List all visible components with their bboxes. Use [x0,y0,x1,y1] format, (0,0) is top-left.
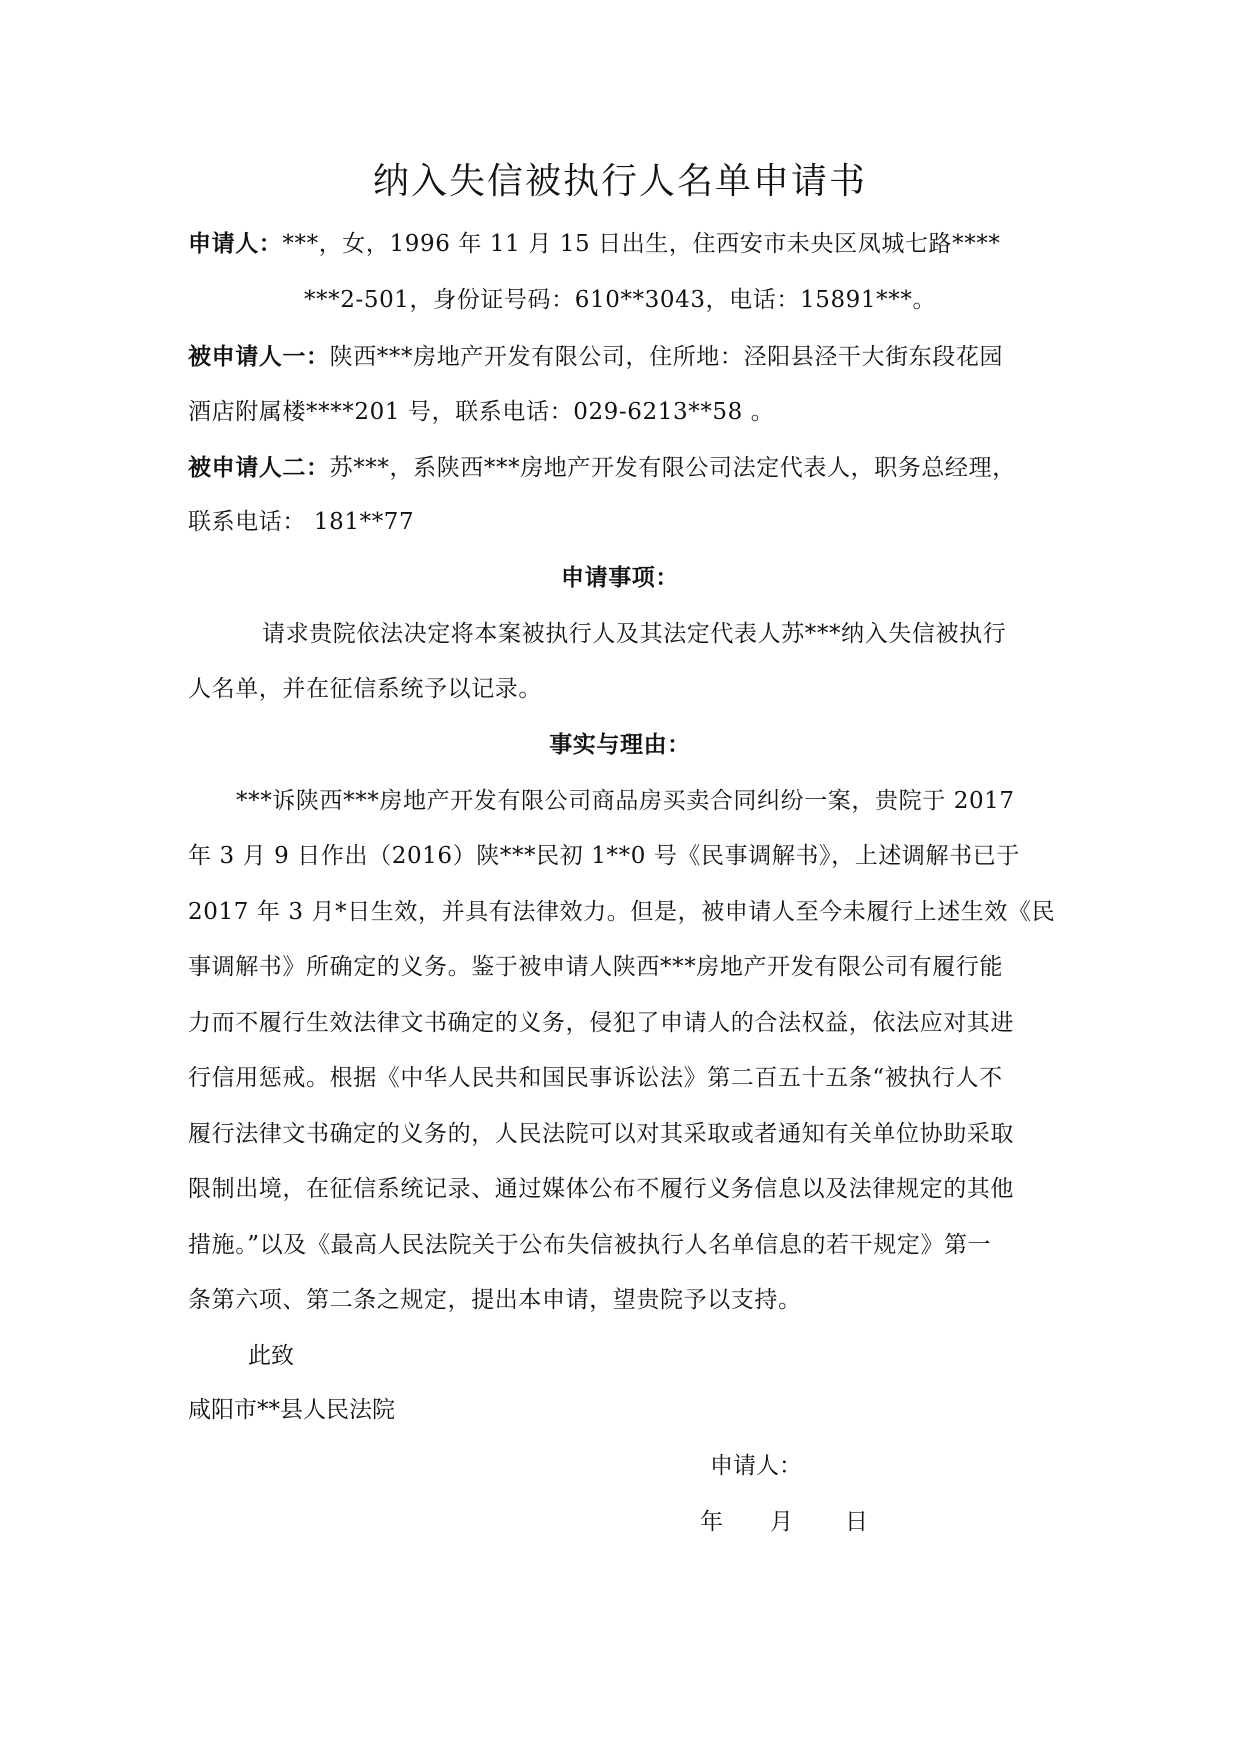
request-line-2: 人名单，并在征信系统予以记录。 [188,676,542,702]
applicant-line-1 [188,224,1058,264]
facts-heading: 事实与理由： [549,731,691,758]
respondent2-label: 被申请人二： [188,454,330,481]
respondent2-line-1 [188,448,1058,488]
facts-line-7: 履行法律文书确定的义务的，人民法院可以对其采取或者通知有关单位协助采取 [188,1121,1014,1147]
request-heading: 申请事项： [561,564,679,591]
respondent2-line-2: 联系电话： 181**77 [188,509,415,535]
salutation: 此致 [248,1343,294,1369]
date-month: 月 [770,1509,793,1535]
date-year: 年 [700,1509,723,1535]
facts-line-8: 限制出境，在征信系统记录、通过媒体公布不履行义务信息以及法律规定的其他 [188,1176,1014,1202]
applicant-label: 申请人： [188,230,283,257]
facts-line-10: 条第六项、第二条之规定，提出本申请，望贵院予以支持。 [188,1287,802,1313]
respondent2-text-1: 苏***，系陕西***房地产开发有限公司法定代表人，职务总经理， [329,455,1016,481]
applicant-text-1: ***，女，1996 年 11 月 15 日出生，住西安市未央区凤城七路**** [282,231,1001,257]
applicant-line-2: ***2-501，身份证号码：610**3043，电话：15891***。 [303,287,937,313]
respondent1-label: 被申请人一： [188,343,330,370]
request-line-1: 请求贵院依法决定将本案被执行人及其法定代表人苏***纳入失信被执行 [262,621,1007,647]
facts-line-2: 年 3 月 9 日作出（2016）陕***民初 1**0 号《民事调解书》，上述调解书已于 [188,843,1020,869]
facts-line-9: 措施。”以及《最高人民法院关于公布失信被执行人名单信息的若干规定》第一 [188,1232,992,1258]
facts-line-1: ***诉陕西***房地产开发有限公司商品房买卖合同纠纷一案，贵院于 2017 [236,788,1015,814]
respondent1-line-1 [188,337,1058,377]
facts-line-5: 力而不履行生效法律文书确定的义务，侵犯了申请人的合法权益，依法应对其进 [188,1010,1014,1036]
respondent1-line-2: 酒店附属楼****201 号，联系电话：029-6213**58 。 [188,399,775,425]
signature-label: 申请人： [710,1453,802,1479]
respondent1-text-1: 陕西***房地产开发有限公司，住所地：泾阳县泾干大街东段花园 [329,344,1004,370]
facts-line-6: 行信用惩戒。根据《中华人民共和国民事诉讼法》第二百五十五条“被执行人不 [188,1065,1003,1091]
court-name: 咸阳市**县人民法院 [188,1397,395,1423]
facts-line-4: 事调解书》所确定的义务。鉴于被申请人陕西***房地产开发有限公司有履行能 [188,954,1004,980]
date-day: 日 [845,1509,868,1535]
facts-line-3: 2017 年 3 月*日生效，并具有法律效力。但是，被申请人至今未履行上述生效《民 [188,899,1056,925]
document-title: 纳入失信被执行人名单申请书 [372,161,867,202]
